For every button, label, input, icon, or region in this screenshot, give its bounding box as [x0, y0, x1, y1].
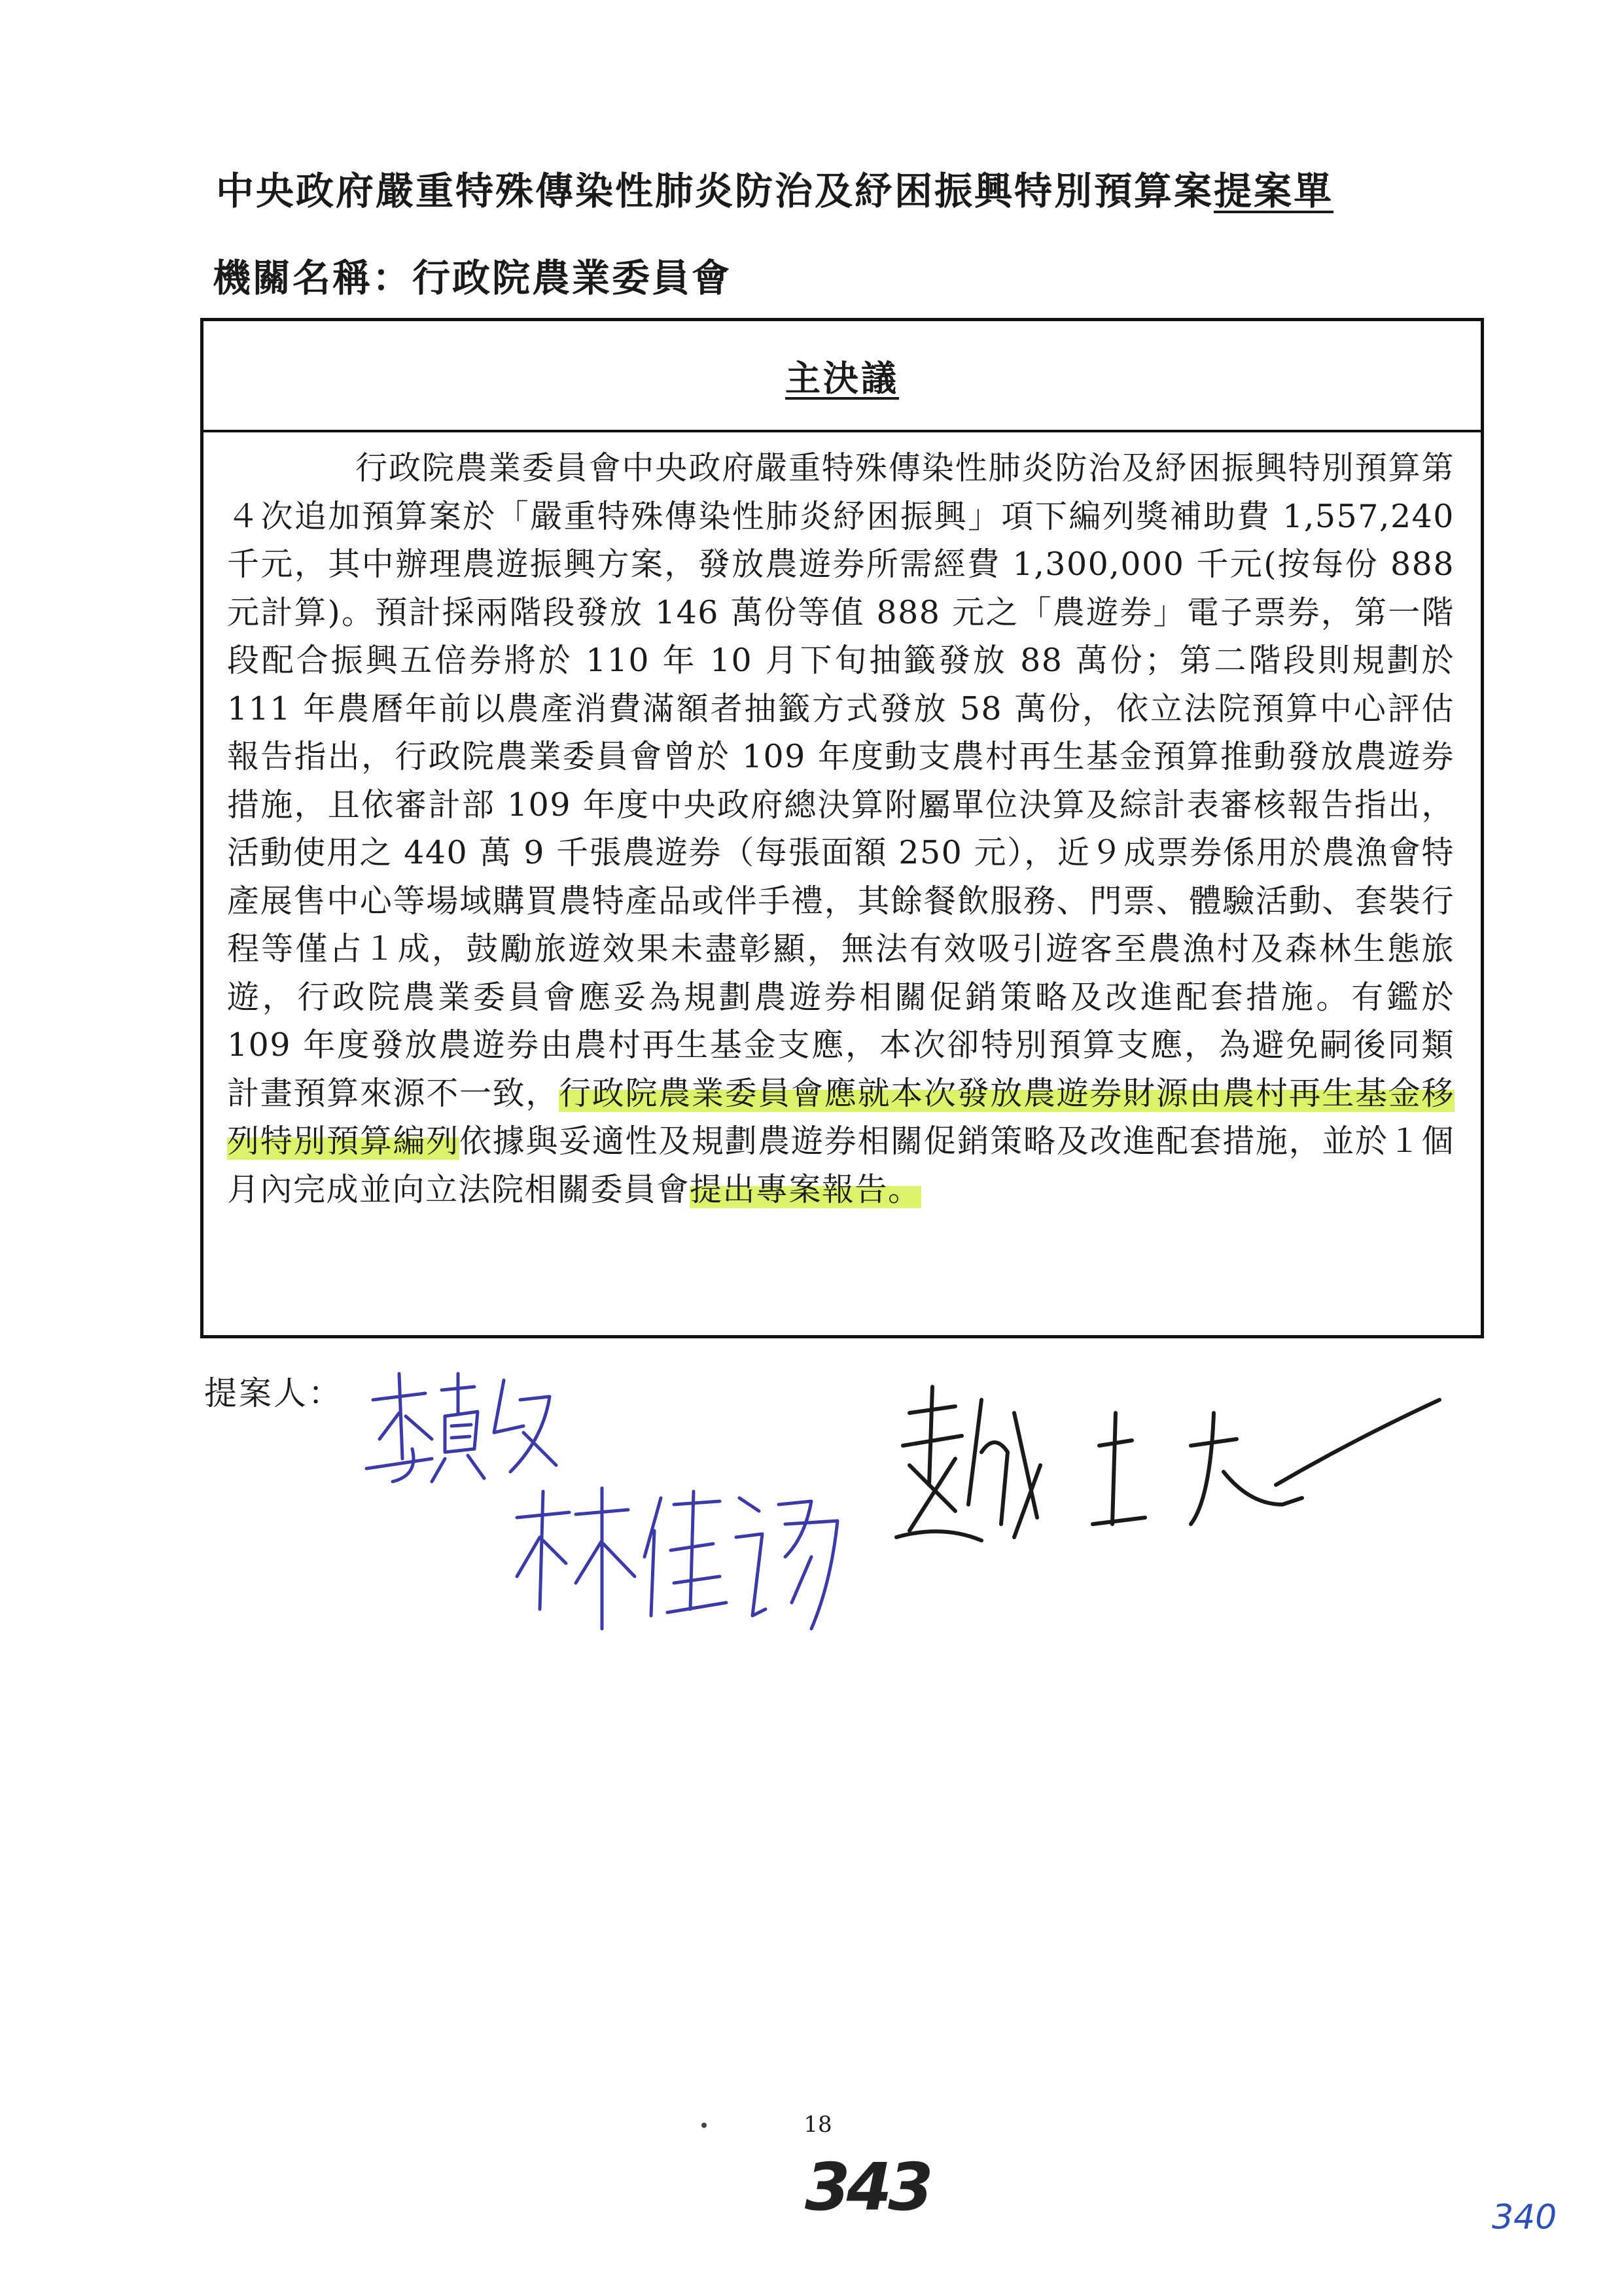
handwritten-page-number: 343 [805, 2149, 930, 2225]
signature-fei-hung-tai [883, 1374, 1459, 1570]
resolution-box [200, 318, 1484, 1338]
signature-lin-te-fu [504, 1478, 851, 1642]
document-title-underlined: 提案單 [1214, 169, 1334, 213]
signature-li-kuei-min [353, 1361, 563, 1491]
agency-label: 機關名稱： [213, 256, 413, 300]
resolution-text [203, 432, 1481, 1213]
proposer-label: 提案人： [204, 1374, 343, 1412]
document-title [216, 160, 1459, 215]
agency-line [213, 247, 732, 302]
document-title-main: 中央政府嚴重特殊傳染性肺炎防治及紓困振興特別預算案 [216, 169, 1214, 213]
resolution-box-header [203, 321, 1481, 432]
resolution-part2: 依據與妥適性及規劃農遊券相關促銷策略及改進配套措施，並於１個月內完成並向立法院相關委員會 [227, 1122, 1455, 1208]
resolution-part1: 行政院農業委員會中央政府嚴重特殊傳染性肺炎防治及紓困振興特別預算第４次追加預算案於「嚴重特殊傳染性肺炎紓困振興」項下編列獎補助費 1,557,240 千元，其中辦理農遊振興方案，發放農遊券所需經費 1,300,000 千元(按每份 888 元計算)。預計採兩階段發放 146 萬份等值 888 元之「農遊券」電子票券，第一階段配合振興五倍券將於 110 年 10 月下旬抽籤發放 88 萬份；第二階段則規劃於 111 年農曆年前以農產消費滿額者抽籤方式發放 58 萬份，依立法院預算中心評估報告指出，行政院農業委員會曾於 109 年度動支農村再生基金預算推動發放農遊券措施，且依審計部 109 年度中央政府總決算附屬單位決算及綜計表審核報告指出，活動使用之 440 萬 9 千張農遊券（每張面額 250 元），近９成票券係用於農漁會特產展售中心等場域購買農特產品或伴手禮，其餘餐飲服務、門票、體驗活動、套裝行程等僅占１成，鼓勵旅遊效果未盡彰顯，無法有效吸引遊客至農漁村及森林生態旅遊，行政院農業委員會應妥為規劃農遊券相關促銷策略及改進配套措施。有鑑於 109 年度發放農遊券由農村再生基金支應，本次卻特別預算支應，為避免嗣後同類計畫預算來源不一致， [227, 449, 1455, 1112]
scan-speck [701, 2123, 707, 2128]
agency-value: 行政院農業委員會 [412, 256, 732, 300]
resolution-highlight-2: 提出專案報告。 [690, 1170, 921, 1208]
page-number: 18 [803, 2112, 832, 2138]
box-heading: 主決議 [785, 357, 899, 399]
handwritten-blue-number: 340 [1492, 2198, 1557, 2237]
resolution-highlight-1: 行政院農業委員會應就本次發放農遊券財源由農村再生基金移列特別預算編列 [227, 1074, 1455, 1160]
